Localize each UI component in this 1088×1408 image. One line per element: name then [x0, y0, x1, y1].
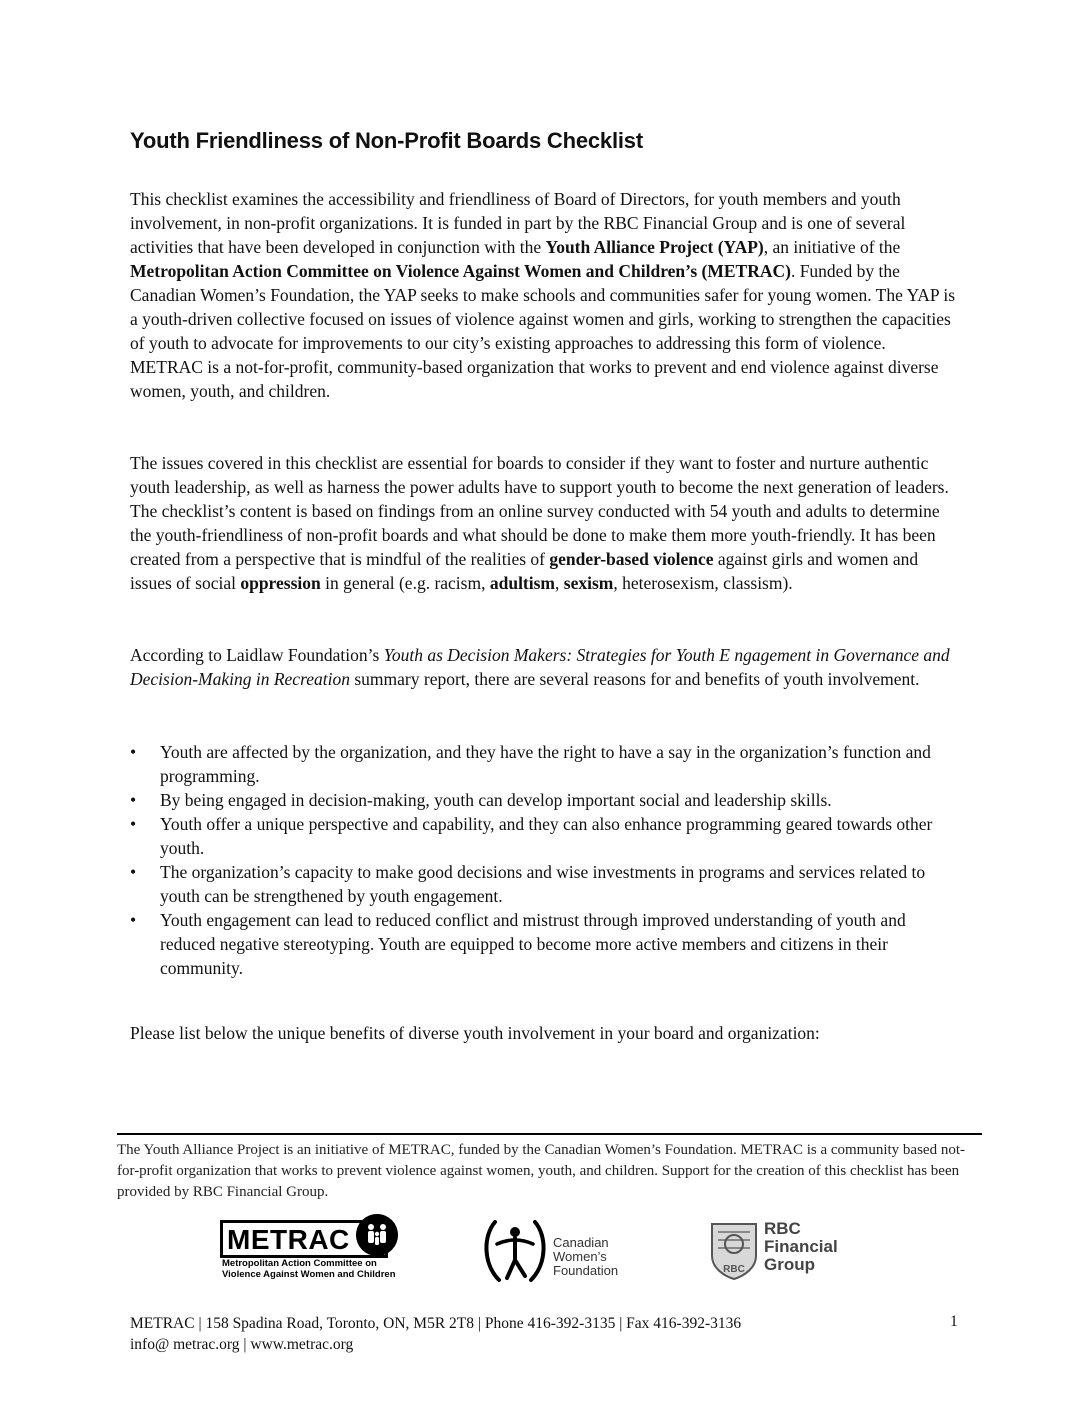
document-title: Youth Friendliness of Non-Profit Boards Checklist [130, 128, 643, 153]
rbc-shield-icon [708, 1222, 760, 1280]
intro-text-3: . Funded by the Canadian Women’s Foundation, the YAP seeks to make schools and communities safer for young women. The YAP is a youth-driven collective focused on issues of violence against women and girls, working to strengthen the capacities of youth to advocate for improvements to our city’s existing approaches to addressing this form of violence. METRAC is a not-for-profit, community-based organization that works to prevent and end violence against diverse women, youth, and children. [130, 261, 956, 401]
footer-note: The Youth Alliance Project is an initiative of METRAC, funded by the Canadian Women’s Foundation. METRAC is a community based not-for-profit organization that works to prevent violence against women, youth, and children. Support for the creation of this checklist has been provided by RBC Financial Group. [117, 1142, 965, 1200]
cwf-logo [475, 1214, 635, 1286]
issues-bold-gbv: gender-based violence [549, 549, 714, 569]
list-item-text: Youth offer a unique perspective and capability, and they can also enhance programming geared towards other youth. [160, 814, 933, 858]
issues-bold-adultism: adultism [489, 573, 556, 593]
list-item [130, 908, 960, 980]
list-item-text: By being engaged in decision-making, youth can develop important social and leadership skills. [160, 790, 832, 810]
footer-divider [117, 1133, 982, 1135]
metrac-logo-wordmark: METRAC [227, 1224, 350, 1255]
benefits-list [130, 740, 960, 980]
bullet-icon: • [130, 790, 137, 810]
issues-bold-oppression: oppression [240, 573, 321, 593]
intro-text-1: This checklist examines the accessibility and friendliness of Board of Directors, for youth members and youth involvement, in non-profit organizations. It is funded in part by the RBC Financial Group and is one of several activities that have been developed in conjunction with the [130, 189, 906, 257]
metrac-subtitle-line: Metropolitan Action Committee on [222, 1258, 377, 1269]
cwf-logo-line: Women’s [553, 1249, 607, 1264]
issues-text-2: against girls and women and issues of social [130, 549, 919, 593]
laidlaw-text-2: summary report, there are several reasons for and benefits of youth involvement. [349, 669, 920, 689]
rbc-logo-line: Financial [764, 1237, 838, 1256]
metrac-logo [220, 1220, 400, 1282]
issues-bold-sexism: sexism [563, 573, 614, 593]
intro-bold-metrac: Metropolitan Action Committee on Violence Against Women and Children’s (METRAC) [130, 261, 791, 281]
list-item-text: Youth are affected by the organization, and they have the right to have a say in the organization’s function and programming. [160, 742, 931, 786]
metrac-emblem-icon [356, 1214, 398, 1256]
bullet-icon: • [130, 862, 137, 882]
cwf-logo-text [553, 1236, 618, 1278]
contact-address-line: METRAC | 158 Spadina Road, Toronto, ON, M5R 2T8 | Phone 416-392-3135 | Fax 416-392-3136 [130, 1315, 742, 1332]
list-item [130, 860, 960, 908]
laidlaw-report-title: Youth as Decision Makers: Strategies for Youth E ngagement in Governance and Decision-Making in Recreation [130, 645, 950, 689]
rbc-logo [708, 1219, 858, 1282]
laidlaw-text-1: According to Laidlaw Foundation’s [130, 645, 384, 665]
list-item [130, 788, 960, 812]
issues-text-5: , heterosexism, classism). [613, 573, 793, 593]
bullet-icon: • [130, 814, 137, 834]
intro-paragraph [130, 187, 960, 403]
bullet-icon: • [130, 910, 137, 930]
metrac-logo-subtitle [222, 1258, 412, 1280]
issues-text-1: The issues covered in this checklist are essential for boards to consider if they want to foster and nurture authentic youth leadership, as well as harness the power adults have to support youth to become the next generation of leaders. The checklist’s content is based on findings from an online survey conducted with 54 youth and adults to determine the youth-friendliness of non-profit boards and what should be done to make them more youth-friendly. It has been created from a perspective that is mindful of the realities of [130, 453, 949, 569]
cwf-figure-icon [475, 1214, 555, 1286]
page-number: 1 [950, 1313, 958, 1330]
cwf-logo-line: Canadian [553, 1235, 609, 1250]
issues-text-4: , [555, 573, 564, 593]
benefits-prompt: Please list below the unique benefits of diverse youth involvement in your board and organization: [130, 1023, 820, 1043]
rbc-logo-text [764, 1220, 838, 1274]
contact-info [130, 1313, 970, 1355]
list-item [130, 812, 960, 860]
bullet-icon: • [130, 742, 137, 762]
intro-text-2: , an initiative of the [763, 237, 901, 257]
metrac-subtitle-line: Violence Against Women and Children [222, 1269, 396, 1280]
list-item-text: Youth engagement can lead to reduced conflict and mistrust through improved understanding of youth and reduced negative stereotyping. Youth are equipped to become more active members and citizens in their community. [160, 910, 906, 978]
laidlaw-paragraph [130, 643, 960, 691]
cwf-logo-line: Foundation [553, 1263, 619, 1278]
list-item [130, 740, 960, 788]
rbc-shield-text: RBC [723, 1264, 745, 1275]
intro-bold-yap: Youth Alliance Project (YAP) [545, 237, 764, 257]
issues-text-3: in general (e.g. racism, [320, 573, 490, 593]
rbc-logo-line: Group [764, 1255, 815, 1274]
list-item-text: The organization’s capacity to make good decisions and wise investments in programs and services related to youth can be strengthened by youth engagement. [160, 862, 926, 906]
rbc-logo-line: RBC [764, 1219, 801, 1238]
issues-paragraph [130, 451, 960, 595]
contact-web-line: info@ metrac.org | www.metrac.org [130, 1336, 354, 1353]
